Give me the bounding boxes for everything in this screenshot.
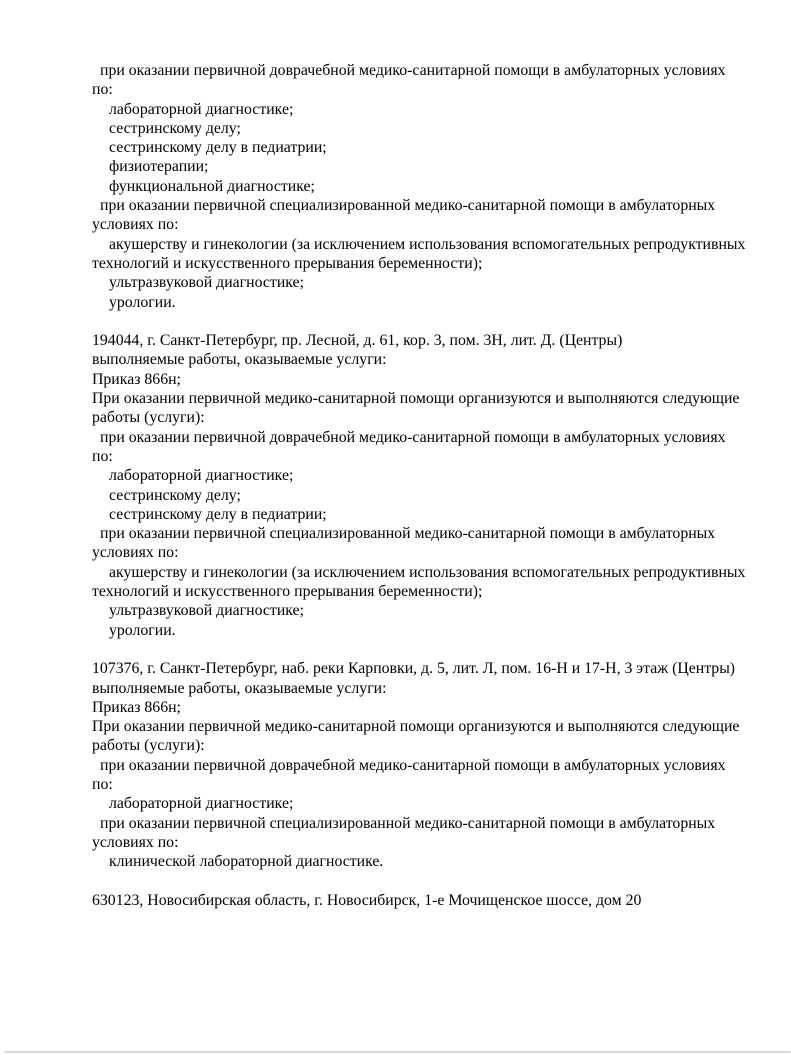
text-line: клинической лабораторной диагностике.	[109, 853, 384, 871]
text-line: функциональной диагностике;	[109, 177, 315, 195]
text-line: лабораторной диагностике;	[109, 795, 294, 813]
text-line: условиях по:	[92, 833, 179, 851]
text-line: 194044, г. Санкт-Петербург, пр. Лесной, д. 61, кор. 3, пом. 3Н, лит. Д. (Центры)	[92, 332, 623, 350]
document-body	[92, 61, 771, 910]
text-line: работы (услуги):	[92, 737, 205, 755]
text-line: при оказании первичной специализированной медико-санитарной помощи в амбулаторных	[100, 525, 716, 543]
text-line: при оказании первичной доврачебной медико-санитарной помощи в амбулаторных условиях	[100, 756, 726, 774]
text-line: по:	[92, 447, 113, 465]
paragraph-block-address-630123	[92, 891, 771, 910]
text-line: лабораторной диагностике;	[109, 467, 294, 485]
text-line: сестринскому делу;	[109, 119, 241, 137]
text-line: сестринскому делу в педиатрии;	[109, 139, 327, 157]
text-line: сестринскому делу;	[109, 486, 241, 504]
text-line: при оказании первичной специализированной медико-санитарной помощи в амбулаторных	[100, 197, 716, 215]
text-line: при оказании первичной доврачебной медико-санитарной помощи в амбулаторных условиях	[100, 428, 726, 446]
text-line: по:	[92, 775, 113, 793]
text-line: При оказании первичной медико-санитарной помощи организуются и выполняются следующие	[92, 718, 740, 736]
text-line: работы (услуги):	[92, 409, 205, 427]
text-line: Приказ 866н;	[92, 698, 181, 716]
text-line: ультразвуковой диагностике;	[109, 602, 304, 620]
text-line: лабораторной диагностике;	[109, 100, 294, 118]
text-line: по:	[92, 81, 113, 99]
text-line: физиотерапии;	[109, 158, 209, 176]
text-line: При оказании первичной медико-санитарной помощи организуются и выполняются следующие	[92, 390, 740, 408]
text-line: технологий и искусственного прерывания беременности);	[92, 583, 483, 601]
text-line: 630123, Новосибирская область, г. Новосибирск, 1-е Мочищенское шоссе, дом 20	[92, 891, 642, 909]
paragraph-block-services-continuation	[92, 61, 771, 312]
text-line: урологии.	[109, 621, 176, 639]
text-line: 107376, г. Санкт-Петербург, наб. реки Карповки, д. 5, лит. Л, пом. 16-Н и 17-Н, 3 этаж (Центры)	[92, 660, 736, 678]
text-line: Приказ 866н;	[92, 370, 181, 388]
paragraph-block-address-107376	[92, 659, 771, 871]
paragraph-block-address-194044	[92, 331, 771, 640]
text-line: условиях по:	[92, 216, 179, 234]
text-line: технологий и искусственного прерывания беременности);	[92, 254, 483, 272]
text-line: урологии.	[109, 293, 176, 311]
text-line: выполняемые работы, оказываемые услуги:	[92, 679, 387, 697]
text-line: при оказании первичной доврачебной медико-санитарной помощи в амбулаторных условиях	[100, 62, 726, 79]
text-line: акушерству и гинекологии (за исключением использования вспомогательных репродуктивных	[109, 235, 746, 253]
text-line: акушерству и гинекологии (за исключением использования вспомогательных репродуктивных	[109, 563, 746, 581]
text-line: при оказании первичной специализированной медико-санитарной помощи в амбулаторных	[100, 814, 716, 832]
text-line: сестринскому делу в педиатрии;	[109, 505, 327, 523]
text-line: ультразвуковой диагностике;	[109, 274, 304, 292]
bottom-divider	[4, 1051, 791, 1053]
text-line: условиях по:	[92, 544, 179, 562]
text-line: выполняемые работы, оказываемые услуги:	[92, 351, 387, 369]
